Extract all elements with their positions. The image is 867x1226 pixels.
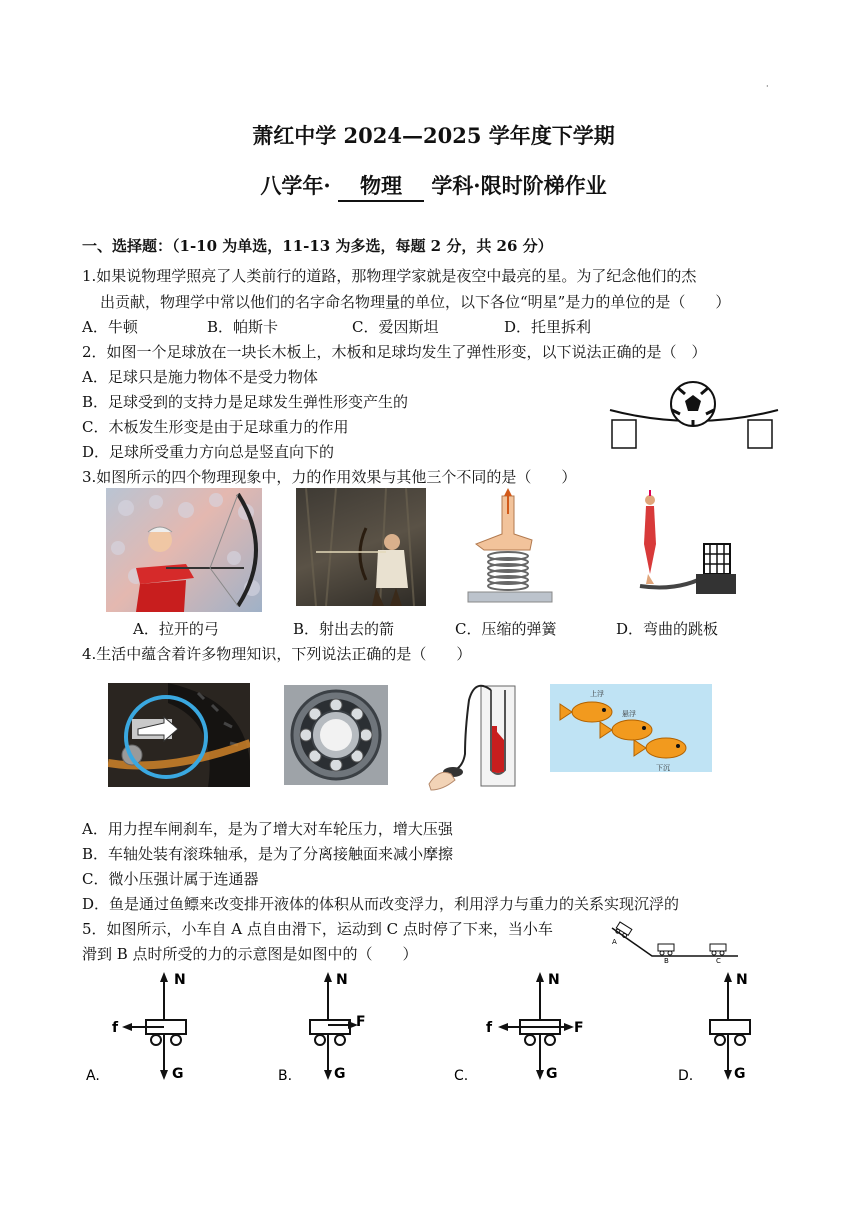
archer-shooting-image [296, 488, 426, 606]
grade-label: 八学年· [260, 173, 331, 198]
label-f: f [112, 1020, 119, 1036]
page-title: 萧红中学 2024—2025 学年度下学期 [252, 123, 615, 148]
force-diagram-d[interactable] [678, 968, 768, 1086]
ball-bearing-photo [284, 685, 388, 785]
fish-buoyancy-figure [550, 684, 712, 772]
q3-caption-b[interactable]: B．射出去的箭 [293, 620, 395, 638]
fish-label-rise: 上浮 [590, 690, 604, 698]
track-label-a: A [612, 938, 617, 946]
label-f: f [486, 1020, 493, 1036]
compressed-spring-figure [462, 488, 558, 606]
q5-stem-line2: 滑到 B 点时所受的力的示意图是如图中的（ ） [82, 945, 418, 963]
football-icon [671, 382, 715, 426]
ball-bearing-image [284, 685, 388, 785]
fish-label-suspend: 悬浮 [622, 710, 636, 718]
q4-option-c[interactable]: C．微小压强计属于连通器 [82, 870, 259, 888]
arrow-shot-photo [296, 488, 426, 606]
q1-option-c[interactable]: C．爱因斯坦 [352, 318, 439, 336]
q4-option-a[interactable]: A．用力捏车闸刹车，是为了增大对车轮压力，增大压强 [82, 820, 453, 838]
section-heading: 一、选择题：（1-10 为单选，11-13 为多选，每题 2 分，共 26 分） [82, 237, 553, 255]
label-f-push: F [574, 1020, 584, 1036]
fish-rising-icon [560, 702, 612, 722]
fish-label-sink: 下沉 [656, 764, 670, 772]
label-g: G [546, 1066, 558, 1082]
football-on-board-figure [608, 380, 780, 452]
bike-brake-photo [108, 683, 250, 787]
label-g: G [334, 1066, 346, 1082]
fish-suspended-icon [600, 720, 652, 740]
q3-stem: 3.如图所示的四个物理现象中，力的作用效果与其他三个不同的是（ ） [82, 468, 577, 486]
corner-dot: · [766, 82, 769, 91]
force-diagram-a[interactable] [86, 968, 216, 1086]
q2-stem: 2．如图一个足球放在一块长木板上，木板和足球均发生了弹性形变，以下说法正确的是（ ） [82, 343, 707, 361]
label-g: G [172, 1066, 184, 1082]
diagram-letter-d: D. [678, 1068, 694, 1084]
q2-option-a[interactable]: A．足球只是施力物体不是受力物体 [82, 368, 318, 386]
q4-option-b[interactable]: B．车轴处装有滚珠轴承，是为了分离接触面来减小摩擦 [82, 845, 454, 863]
track-label-c: C [716, 957, 721, 964]
q3-caption-a[interactable]: A．拉开的弓 [133, 620, 219, 638]
fish-float-sink-image [550, 684, 712, 772]
incline-track-figure [608, 918, 742, 964]
q1-option-d[interactable]: D．托里拆利 [504, 318, 592, 336]
q5-stem-line1: 5．如图所示，小车自 A 点自由滑下，运动到 C 点时停了下来，当小车 [82, 920, 553, 938]
archer-photo [106, 488, 262, 612]
label-g: G [734, 1066, 746, 1082]
subject-field: 物理 [338, 170, 424, 202]
label-n: N [174, 972, 186, 988]
q3-caption-c[interactable]: C．压缩的弹簧 [455, 620, 557, 638]
label-n: N [736, 972, 748, 988]
drawn-bow-image [106, 488, 262, 612]
pressure-gauge-figure [425, 680, 525, 792]
force-diagram-b[interactable] [278, 968, 408, 1086]
diving-board-figure [610, 488, 740, 606]
label-f-push: F [356, 1014, 366, 1030]
page-subtitle [0, 170, 867, 202]
q1-stem-line2: 出贡献，物理学中常以他们的名字命名物理量的单位，以下各位“明星”是力的单位的是（ ） [100, 293, 731, 311]
q2-option-b[interactable]: B．足球受到的支持力是足球发生弹性形变产生的 [82, 393, 409, 411]
bicycle-brake-image [108, 683, 250, 787]
diagram-letter-a: A. [86, 1068, 100, 1084]
label-n: N [336, 972, 348, 988]
diagram-letter-b: B. [278, 1068, 293, 1084]
q1-stem-line1: 1.如果说物理学照亮了人类前行的道路，那物理学家就是夜空中最亮的星。为了纪念他们的杰 [82, 267, 697, 285]
q2-option-d[interactable]: D．足球所受重力方向总是竖直向下的 [82, 443, 335, 461]
force-diagram-c[interactable] [454, 968, 604, 1086]
track-label-b: B [664, 957, 669, 964]
fish-sinking-icon [634, 738, 686, 758]
q1-option-b[interactable]: B．帕斯卡 [207, 318, 279, 336]
q4-stem: 4.生活中蕴含着许多物理知识，下列说法正确的是（ ） [82, 645, 472, 663]
q2-option-c[interactable]: C．木板发生形变是由于足球重力的作用 [82, 418, 349, 436]
label-n: N [548, 972, 560, 988]
diagram-letter-c: C. [454, 1068, 469, 1084]
q3-caption-d[interactable]: D．弯曲的跳板 [616, 620, 719, 638]
q4-option-d[interactable]: D．鱼是通过鱼鳔来改变排开液体的体积从而改变浮力，利用浮力与重力的关系实现沉浮的 [82, 895, 680, 913]
subtitle-suffix: 学科·限时阶梯作业 [431, 173, 607, 198]
q1-option-a[interactable]: A．牛顿 [82, 318, 138, 336]
